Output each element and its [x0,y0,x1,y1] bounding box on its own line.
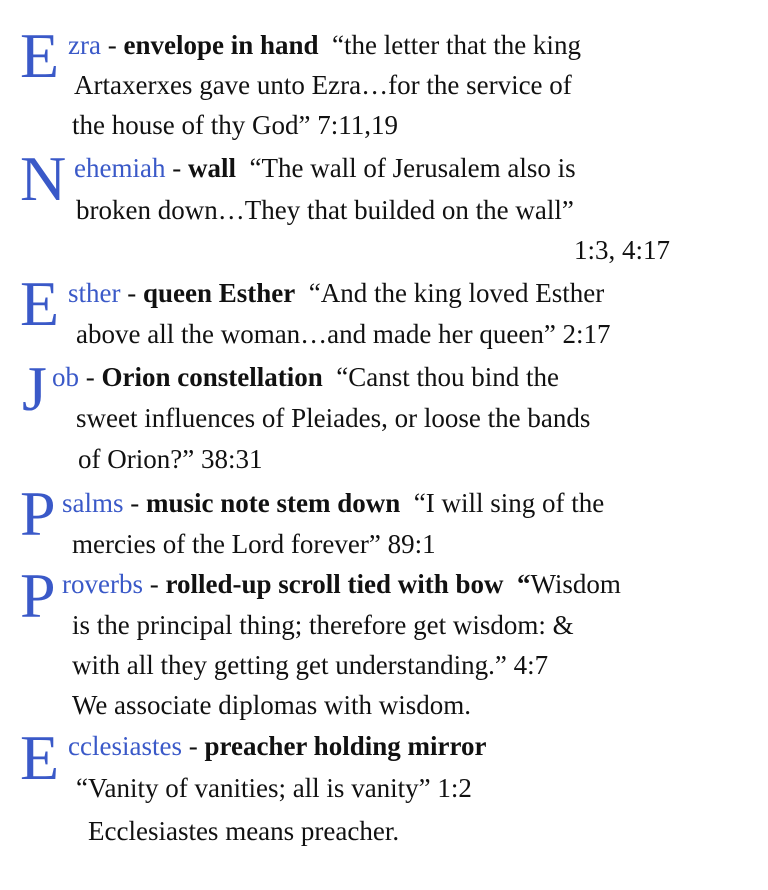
symbol-label: wall [187,153,236,183]
quote-text: Wisdom [530,569,621,599]
quote-text: “And the king loved Esther [308,278,605,308]
quote-line: above all the woman…and made her queen” 2:17 [76,319,611,349]
quote-text: “The wall of Jerusalem also is [249,153,576,183]
book-name-proverbs: roverbs [62,569,143,599]
separator: - [120,278,143,308]
esther-heading [68,280,604,307]
quote-line: Artaxerxes gave unto Ezra…for the service of [74,70,572,100]
drop-cap-e: E [20,20,60,91]
note-line: Ecclesiastes means preacher. [88,816,400,846]
quote-line: is the principal thing; therefore get wisdom: & [72,610,574,640]
nehemiah-heading [74,155,576,182]
drop-cap-e: E [20,722,60,793]
proverbs-heading [62,571,621,598]
quote-line: of Orion?” 38:31 [78,444,263,474]
quote-line: “Vanity of vanities; all is vanity” 1:2 [76,773,472,803]
symbol-label: envelope in hand [123,30,319,60]
quote-line: the house of thy God” 7:11,19 [72,110,398,140]
quote-line: sweet influences of Pleiades, or loose the bands [76,403,591,433]
quote-line: mercies of the Lord forever” 89:1 [72,529,436,559]
drop-cap-e: E [20,268,60,339]
quote-text: “the letter that the king [332,30,581,60]
open-quote: “ [517,569,531,599]
symbol-label: queen Esther [142,278,296,308]
separator: - [123,488,147,518]
book-name-job: ob [52,362,79,392]
book-name-ecclesiastes: cclesiastes [68,731,182,761]
quote-line: with all they getting get understanding.” 4:7 [72,650,549,680]
symbol-label: Orion constellation [101,362,323,392]
ezra-heading [68,32,581,59]
symbol-label: rolled-up scroll tied with bow [165,569,504,599]
book-name-esther: sther [68,278,121,308]
verse-reference: 1:3, 4:17 [574,235,671,265]
quote-text: “I will sing of the [413,488,605,518]
drop-cap-p: P [20,478,56,549]
note-line: We associate diplomas with wisdom. [72,690,472,720]
symbol-label: music note stem down [146,488,401,518]
psalms-heading [62,490,604,517]
quote-line: broken down…They that builded on the wall” [76,195,574,225]
quote-text: “Canst thou bind the [336,362,559,392]
drop-cap-p: P [20,560,56,631]
drop-cap-n: N [20,143,67,214]
separator: - [181,731,205,761]
ecclesiastes-heading [68,733,486,760]
job-heading [52,364,559,391]
symbol-label: preacher holding mirror [204,731,487,761]
separator: - [100,30,124,60]
drop-cap-j: J [22,353,47,424]
separator: - [79,362,102,392]
book-name-nehemiah: ehemiah [74,153,166,183]
separator: - [165,153,188,183]
separator: - [142,569,166,599]
book-name-ezra: zra [68,30,101,60]
book-name-psalms: salms [62,488,124,518]
